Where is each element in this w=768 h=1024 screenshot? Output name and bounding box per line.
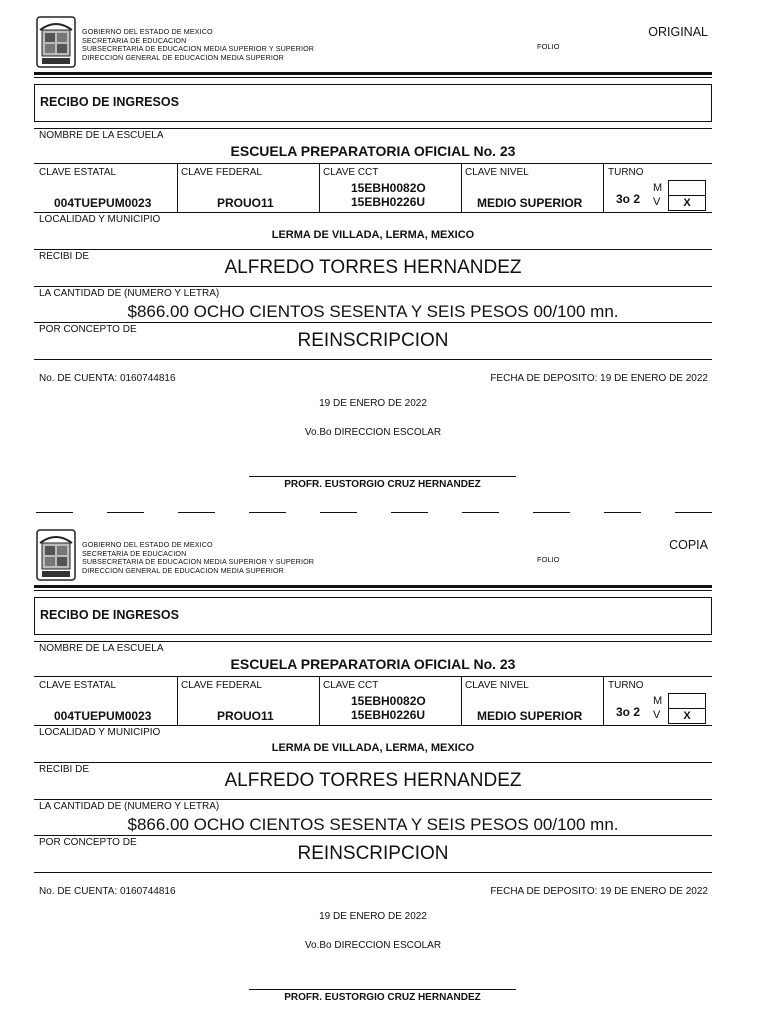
gov-line: SUBSECRETARIA DE EDUCACION MEDIA SUPERIOR Y SUPERIOR — [82, 557, 315, 567]
divider — [34, 676, 712, 677]
clave-cct-value-2: 15EBH0226U — [351, 195, 426, 209]
turno-value: 3o 2 — [616, 192, 641, 206]
clave-cct-label: CLAVE CCT — [323, 680, 379, 691]
signature-line — [249, 989, 516, 990]
turno-label: TURNO — [608, 680, 644, 691]
gov-line: GOBIERNO DEL ESTADO DE MEXICO — [82, 27, 213, 36]
turno-v-mark: X — [683, 710, 691, 722]
received-from-value: ALFREDO TORRES HERNANDEZ — [224, 770, 522, 791]
turno-v-label: V — [653, 709, 661, 721]
folio-label: FOLIO — [537, 42, 560, 51]
locality-value: LERMA DE VILLADA, LERMA, MEXICO — [271, 229, 475, 241]
turno-v-mark: X — [683, 197, 691, 209]
turno-m-label: M — [653, 695, 663, 707]
turno-m-checkbox — [668, 693, 706, 709]
turno-v-label: V — [653, 196, 661, 208]
gov-line: DIRECCION GENERAL DE EDUCACION MEDIA SUPERIOR — [82, 565, 284, 575]
receipt-title-box — [34, 597, 712, 635]
clave-federal-value: PROUO11 — [217, 709, 274, 723]
gov-line: GOBIERNO DEL ESTADO DE MEXICO — [82, 540, 213, 549]
divider — [34, 641, 712, 642]
amount-label: LA CANTIDAD DE (NUMERO Y LETRA) — [39, 801, 220, 812]
concept-label: POR CONCEPTO DE — [39, 837, 137, 848]
concept-label: POR CONCEPTO DE — [39, 324, 137, 335]
clave-estatal-label: CLAVE ESTATAL — [39, 167, 117, 178]
signatory-name: PROFR. EUSTORGIO CRUZ HERNANDEZ — [284, 479, 481, 490]
divider — [34, 212, 712, 213]
locality-label: LOCALIDAD Y MUNICIPIO — [39, 214, 161, 225]
state-seal-logo — [36, 529, 76, 581]
gov-line: SUBSECRETARIA DE EDUCACION MEDIA SUPERIOR Y SUPERIOR — [82, 44, 315, 54]
school-name: ESCUELA PREPARATORIA OFICIAL No. 23 — [230, 656, 516, 672]
divider — [34, 128, 712, 129]
concept-value: REINSCRIPCION — [297, 843, 449, 864]
folio-label: FOLIO — [537, 555, 560, 564]
locality-label: LOCALIDAD Y MUNICIPIO — [39, 727, 161, 738]
vobo-label: Vo.Bo DIRECCION ESCOLAR — [304, 427, 442, 438]
divider — [34, 872, 712, 873]
clave-federal-value: PROUO11 — [217, 196, 274, 210]
clave-cct-value-1: 15EBH0082O — [351, 694, 426, 708]
receipt-date: 19 DE ENERO DE 2022 — [319, 398, 427, 409]
header-rule — [34, 585, 712, 588]
header-rule-thin — [34, 77, 712, 78]
gov-line: SECRETARIA DE EDUCACION — [82, 548, 187, 558]
copy-type-label: COPIA — [669, 538, 708, 552]
receipt-title: RECIBO DE INGRESOS — [40, 608, 179, 622]
receipt-copy — [0, 513, 768, 1013]
deposit-date: FECHA DE DEPOSITO: 19 DE ENERO DE 2022 — [490, 373, 708, 384]
turno-m-label: M — [653, 182, 663, 194]
divider — [34, 725, 712, 726]
clave-cct-label: CLAVE CCT — [323, 167, 379, 178]
receipt-original — [0, 0, 768, 500]
government-header — [82, 541, 314, 575]
clave-federal-label: CLAVE FEDERAL — [181, 680, 262, 691]
receipt-title-box — [34, 84, 712, 122]
signature-line — [249, 476, 516, 477]
state-seal-logo — [36, 16, 76, 68]
column-divider — [319, 163, 320, 212]
turno-v-checkbox — [668, 195, 706, 211]
receipt-date: 19 DE ENERO DE 2022 — [319, 911, 427, 922]
clave-estatal-label: CLAVE ESTATAL — [39, 680, 117, 691]
amount-label: LA CANTIDAD DE (NUMERO Y LETRA) — [39, 288, 220, 299]
locality-value: LERMA DE VILLADA, LERMA, MEXICO — [271, 742, 475, 754]
divider — [34, 163, 712, 164]
school-name: ESCUELA PREPARATORIA OFICIAL No. 23 — [230, 143, 516, 159]
clave-nivel-label: CLAVE NIVEL — [465, 680, 529, 691]
copy-type-label: ORIGINAL — [648, 25, 708, 39]
divider — [34, 249, 712, 250]
concept-value: REINSCRIPCION — [297, 330, 449, 351]
clave-nivel-value: MEDIO SUPERIOR — [477, 709, 583, 723]
divider — [34, 359, 712, 360]
divider — [34, 322, 712, 323]
header-rule — [34, 72, 712, 75]
clave-cct-value-2: 15EBH0226U — [351, 708, 426, 722]
account-number: No. DE CUENTA: 0160744816 — [39, 886, 176, 897]
divider — [34, 762, 712, 763]
clave-nivel-value: MEDIO SUPERIOR — [477, 196, 583, 210]
divider — [34, 835, 712, 836]
received-from-label: RECIBI DE — [39, 251, 90, 262]
clave-cct-value-1: 15EBH0082O — [351, 181, 426, 195]
header-rule-thin — [34, 590, 712, 591]
received-from-value: ALFREDO TORRES HERNANDEZ — [224, 257, 522, 278]
gov-line: DIRECCION GENERAL DE EDUCACION MEDIA SUPERIOR — [82, 52, 284, 62]
column-divider — [177, 163, 178, 212]
turno-m-checkbox — [668, 180, 706, 196]
divider — [34, 799, 712, 800]
school-name-label: NOMBRE DE LA ESCUELA — [39, 130, 164, 141]
clave-estatal-value: 004TUEPUM0023 — [54, 196, 152, 210]
turno-value: 3o 2 — [616, 705, 641, 719]
column-divider — [319, 676, 320, 725]
column-divider — [461, 163, 462, 212]
turno-v-checkbox — [668, 708, 706, 724]
signatory-name: PROFR. EUSTORGIO CRUZ HERNANDEZ — [284, 992, 481, 1003]
column-divider — [461, 676, 462, 725]
column-divider — [603, 676, 604, 725]
amount-value: $866.00 OCHO CIENTOS SESENTA Y SEIS PESOS 00/100 mn. — [127, 815, 619, 834]
turno-label: TURNO — [608, 167, 644, 178]
clave-federal-label: CLAVE FEDERAL — [181, 167, 262, 178]
government-header — [82, 28, 314, 62]
column-divider — [603, 163, 604, 212]
receipt-title: RECIBO DE INGRESOS — [40, 95, 179, 109]
divider — [34, 286, 712, 287]
column-divider — [177, 676, 178, 725]
vobo-label: Vo.Bo DIRECCION ESCOLAR — [304, 940, 442, 951]
school-name-label: NOMBRE DE LA ESCUELA — [39, 643, 164, 654]
amount-value: $866.00 OCHO CIENTOS SESENTA Y SEIS PESOS 00/100 mn. — [127, 302, 619, 321]
gov-line: SECRETARIA DE EDUCACION — [82, 35, 187, 45]
account-number: No. DE CUENTA: 0160744816 — [39, 373, 176, 384]
clave-nivel-label: CLAVE NIVEL — [465, 167, 529, 178]
clave-estatal-value: 004TUEPUM0023 — [54, 709, 152, 723]
deposit-date: FECHA DE DEPOSITO: 19 DE ENERO DE 2022 — [490, 886, 708, 897]
received-from-label: RECIBI DE — [39, 764, 90, 775]
